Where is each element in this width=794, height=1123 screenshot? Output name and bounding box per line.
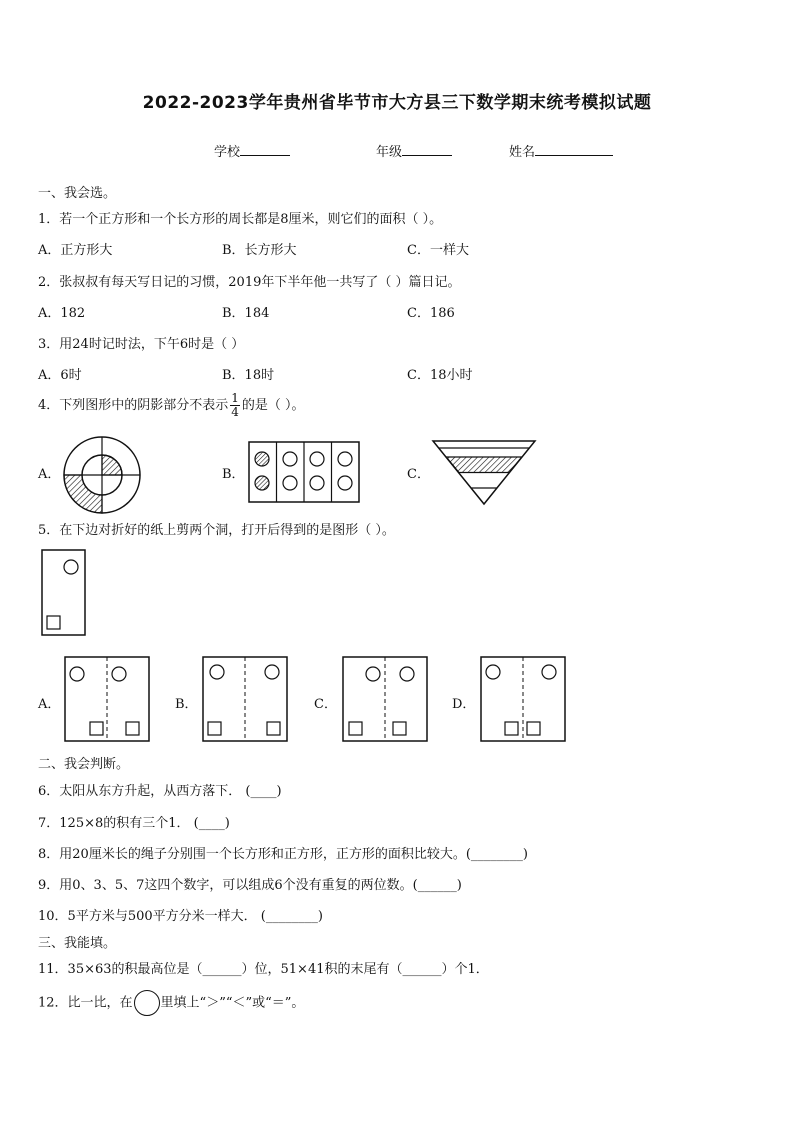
q5-option-d[interactable]: D．	[452, 697, 476, 712]
q4-option-a[interactable]: A．	[38, 467, 61, 482]
q5-option-b[interactable]: B．	[175, 697, 198, 712]
q2-option-c[interactable]: C．186	[407, 306, 455, 321]
q4-text-after: 的是（ ）。	[241, 398, 305, 413]
q4-figure-a-circles	[60, 433, 144, 517]
q4-option-c[interactable]: C．	[407, 467, 430, 482]
q1-option-b[interactable]: B．长方形大	[222, 243, 297, 258]
q5-option-c[interactable]: C．	[314, 697, 337, 712]
question-5: 5．在下边对折好的纸上剪两个洞，打开后得到的是图形（ ）。	[38, 523, 395, 538]
question-8: 8．用20厘米长的绳子分别围一个长方形和正方形，正方形的面积比较大。(________)	[38, 847, 528, 862]
q5-figure-d	[480, 656, 566, 742]
q3-option-c[interactable]: C．18小时	[407, 368, 473, 383]
q1-option-c[interactable]: C．一样大	[407, 243, 469, 258]
school-label: 学校	[214, 145, 241, 160]
name-field	[509, 141, 613, 160]
q4-option-b[interactable]: B．	[222, 467, 245, 482]
question-10: 10．5平方米与500平方分米一样大． (________)	[38, 909, 323, 924]
q2-option-b[interactable]: B．184	[222, 306, 270, 321]
question-2: 2．张叔叔有每天写日记的习惯，2019年下半年他一共写了（ ）篇日记。	[38, 275, 461, 290]
q1-option-a[interactable]: A．正方形大	[38, 243, 113, 258]
q2-option-a[interactable]: A．182	[38, 306, 86, 321]
q4-text-before: 4．下列图形中的阴影部分不表示	[38, 398, 229, 413]
q4-figure-b-circle-grid	[248, 441, 360, 503]
q12-text-before: 12．比一比，在	[38, 995, 133, 1011]
fraction-numerator: 1	[231, 391, 239, 405]
question-3: 3．用24时记时法，下午6时是（ ）	[38, 337, 245, 352]
compare-circle-blank[interactable]	[134, 990, 160, 1016]
question-1: 1．若一个正方形和一个长方形的周长都是8厘米，则它们的面积（ ）。	[38, 212, 443, 227]
question-4	[38, 392, 305, 419]
section-heading-choose: 一、我会选。	[38, 186, 117, 201]
question-7: 7．125×8的积有三个1． (____)	[38, 816, 230, 831]
q5-folded-paper	[41, 549, 87, 637]
name-blank[interactable]	[535, 141, 613, 156]
q5-figure-a	[64, 656, 150, 742]
section-heading-fill: 三、我能填。	[38, 936, 117, 951]
grade-field	[376, 141, 452, 160]
name-label: 姓名	[509, 145, 536, 160]
fraction-denominator: 4	[231, 405, 239, 419]
q5-option-a[interactable]: A．	[38, 697, 61, 712]
q3-option-b[interactable]: B．18时	[222, 368, 275, 383]
question-12	[38, 990, 304, 1016]
grade-blank[interactable]	[402, 141, 452, 156]
q5-figure-c	[342, 656, 428, 742]
q4-figure-c-triangle	[432, 440, 536, 506]
question-11: 11．35×63的积最高位是（______）位，51×41积的末尾有（______）个1．	[38, 962, 489, 977]
grade-label: 年级	[376, 145, 403, 160]
school-blank[interactable]	[240, 141, 290, 156]
question-6: 6．太阳从东方升起，从西方落下． (____)	[38, 784, 282, 799]
section-heading-judge: 二、我会判断。	[38, 757, 130, 772]
one-quarter-fraction	[230, 392, 240, 419]
q3-option-a[interactable]: A．6时	[38, 368, 82, 383]
q12-text-after: 里填上“＞”“＜”或“＝”。	[160, 995, 305, 1011]
school-field	[214, 141, 290, 160]
q5-figure-b	[202, 656, 288, 742]
page-title: 2022-2023学年贵州省毕节市大方县三下数学期末统考模拟试题	[142, 93, 652, 113]
question-9: 9．用0、3、5、7这四个数字，可以组成6个没有重复的两位数。(______)	[38, 878, 462, 893]
